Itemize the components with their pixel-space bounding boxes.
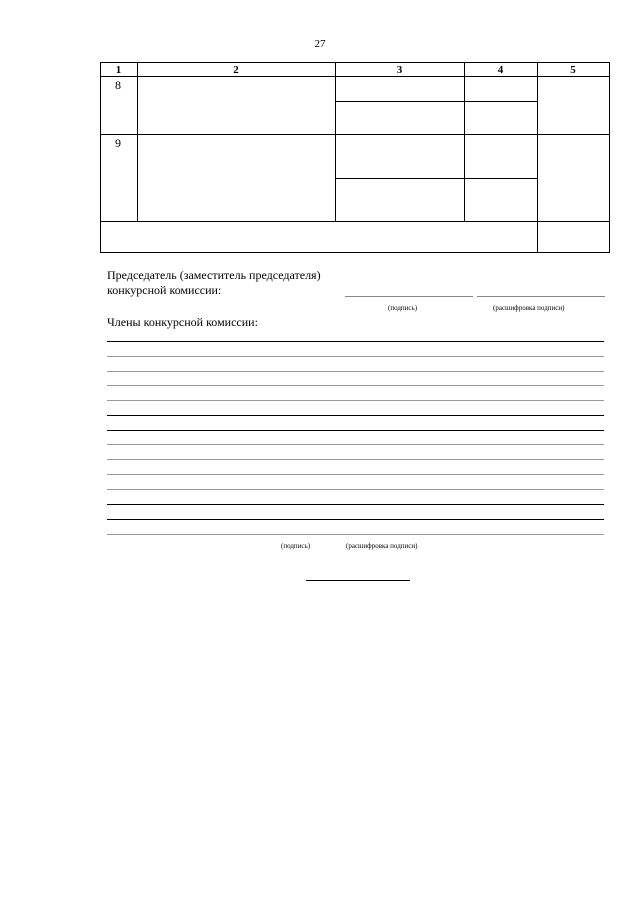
col2-right <box>335 62 336 222</box>
page-number: 27 <box>314 38 326 50</box>
table-border-bottom <box>100 252 610 253</box>
table-header-bottom <box>100 76 610 77</box>
row9-sub-divider <box>335 178 537 179</box>
chair-transcript-line <box>477 296 605 297</box>
member-line <box>107 430 604 431</box>
member-line <box>107 385 604 386</box>
row-9-number: 9 <box>115 136 121 150</box>
row-8-number: 8 <box>115 78 121 92</box>
table-border-left <box>100 62 101 253</box>
chair-signature-caption: (подпись) <box>388 304 418 312</box>
header-col-5: 5 <box>570 64 576 76</box>
header-col-3: 3 <box>396 64 403 76</box>
member-line <box>107 400 604 401</box>
chair-transcript-caption: (расшифровка подписи) <box>493 304 565 312</box>
row8-bottom <box>100 134 610 135</box>
col1-right <box>137 62 138 222</box>
members-label: Члены конкурсной комиссии: <box>107 315 258 329</box>
member-line <box>107 459 604 460</box>
member-line <box>107 519 604 520</box>
members-transcript-caption: (расшифровка подписи) <box>346 542 418 550</box>
member-line <box>107 444 604 445</box>
member-line <box>107 534 604 535</box>
row9-bottom <box>100 221 610 222</box>
member-line <box>107 504 604 505</box>
table-border-right <box>609 62 610 253</box>
chair-label-line2: конкурсной комиссии: <box>107 283 222 297</box>
header-col-4: 4 <box>497 64 504 76</box>
member-line <box>107 341 604 342</box>
chair-label <box>107 268 321 298</box>
row8-sub-divider <box>335 101 537 102</box>
member-line <box>107 415 604 416</box>
col4-right <box>537 62 538 253</box>
chair-label-line1: Председатель (заместитель председателя) <box>107 268 321 282</box>
chair-signature-line <box>345 296 473 297</box>
col3-right <box>464 62 465 222</box>
header-col-1: 1 <box>115 64 122 76</box>
header-col-2: 2 <box>233 64 239 76</box>
member-line <box>107 371 604 372</box>
members-signature-caption: (подпись) <box>281 542 311 550</box>
end-rule <box>306 580 410 581</box>
member-line <box>107 356 604 357</box>
member-line <box>107 474 604 475</box>
member-line <box>107 489 604 490</box>
table-border-top <box>100 62 610 63</box>
